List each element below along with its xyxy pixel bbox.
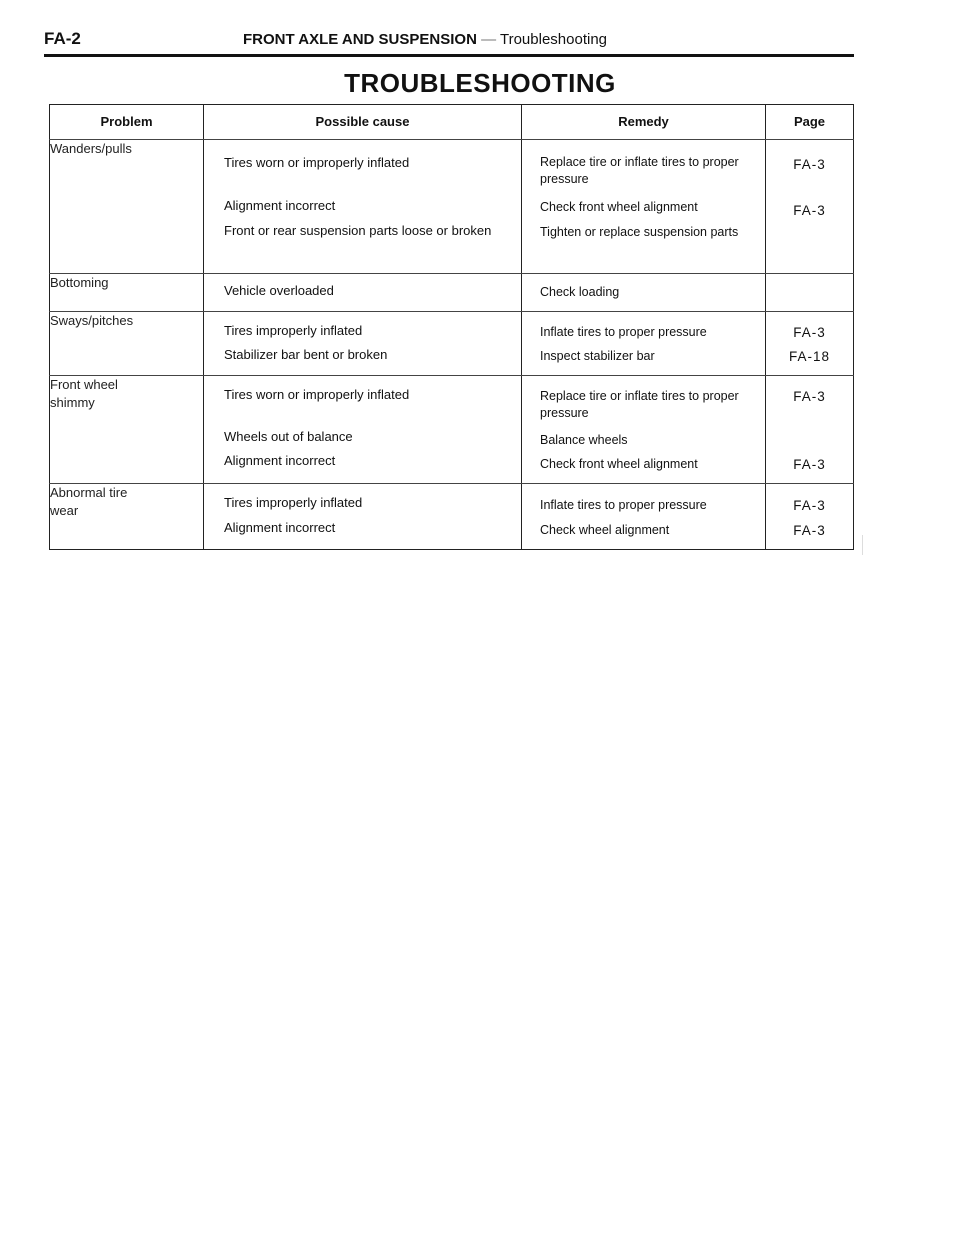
cause-text: Tires improperly inflated (224, 323, 363, 338)
cause-cell (204, 484, 522, 550)
page-reference: FA-3 (793, 457, 826, 472)
cause-text: Wheels out of balance (224, 429, 353, 444)
problem-cell (50, 484, 204, 550)
problem-text: wear (50, 502, 79, 518)
column-header-page: Page (766, 105, 854, 140)
cause-text: Vehicle overloaded (224, 283, 334, 298)
remedy-cell (522, 376, 766, 484)
page-header (44, 28, 854, 57)
remedy-text: Check loading (540, 285, 620, 299)
page-cell (766, 376, 854, 484)
problem-text: Bottoming (50, 275, 109, 290)
remedy-text: Replace tire or inflate tires to proper pressure (540, 389, 739, 420)
subsection-title: Troubleshooting (499, 31, 607, 48)
page-reference: FA-3 (793, 498, 826, 513)
remedy-cell (522, 484, 766, 550)
cause-text: Front or rear suspension parts loose or broken (224, 223, 492, 238)
remedy-text: Tighten or replace suspension parts (540, 225, 739, 239)
title-separator: — (481, 31, 497, 48)
remedy-text: Check front wheel alignment (540, 200, 698, 214)
page-cell (766, 312, 854, 376)
page-reference: FA-3 (793, 523, 826, 538)
page-reference: FA-3 (793, 325, 826, 340)
remedy-cell (522, 274, 766, 312)
section-title: FRONT AXLE AND SUSPENSION (243, 31, 477, 48)
remedy-text: Inspect stabilizer bar (540, 349, 655, 363)
problem-cell (50, 140, 204, 274)
remedy-text: Replace tire or inflate tires to proper pressure (540, 155, 739, 186)
table-header-row (50, 105, 854, 140)
problem-cell (50, 312, 204, 376)
column-header-possible-cause: Possible cause (204, 105, 522, 140)
cause-text: Tires worn or improperly inflated (224, 155, 410, 170)
cause-cell (204, 312, 522, 376)
table-row (50, 140, 854, 274)
remedy-text: Balance wheels (540, 433, 628, 447)
remedy-cell (522, 140, 766, 274)
remedy-text: Check front wheel alignment (540, 457, 698, 471)
cause-text: Alignment incorrect (224, 520, 336, 535)
cause-text: Alignment incorrect (224, 198, 336, 213)
table-row (50, 484, 854, 550)
page-reference: FA-3 (793, 157, 826, 172)
remedy-text: Inflate tires to proper pressure (540, 325, 707, 339)
remedy-cell (522, 312, 766, 376)
cause-cell (204, 274, 522, 312)
document-title: TROUBLESHOOTING (344, 68, 616, 98)
table-row (50, 376, 854, 484)
column-header-problem: Problem (50, 105, 204, 140)
problem-text: Abnormal tire (50, 485, 128, 500)
cause-text: Tires worn or improperly inflated (224, 387, 410, 402)
cause-text: Tires improperly inflated (224, 495, 363, 510)
problem-text: Wanders/pulls (50, 141, 132, 156)
page-reference: FA-3 (793, 203, 826, 218)
running-head (243, 31, 607, 48)
troubleshooting-table (49, 104, 854, 550)
page-cell (766, 484, 854, 550)
problem-cell (50, 274, 204, 312)
table-row (50, 312, 854, 376)
page-reference: FA-3 (793, 389, 826, 404)
page-cell (766, 140, 854, 274)
remedy-text: Inflate tires to proper pressure (540, 498, 707, 512)
problem-text: Sways/pitches (50, 313, 134, 328)
column-header-remedy: Remedy (522, 105, 766, 140)
cause-cell (204, 140, 522, 274)
cause-text: Stabilizer bar bent or broken (224, 347, 388, 362)
cause-text: Alignment incorrect (224, 453, 336, 468)
problem-cell (50, 376, 204, 484)
page-reference: FA-18 (788, 349, 831, 364)
problem-text: shimmy (50, 394, 95, 410)
remedy-text: Check wheel alignment (540, 523, 670, 537)
scan-margin-mark (862, 535, 863, 555)
table-row (50, 274, 854, 312)
problem-text: Front wheel (50, 377, 118, 392)
cause-cell (204, 376, 522, 484)
page-number: FA-2 (44, 29, 81, 48)
page-cell (766, 274, 854, 312)
